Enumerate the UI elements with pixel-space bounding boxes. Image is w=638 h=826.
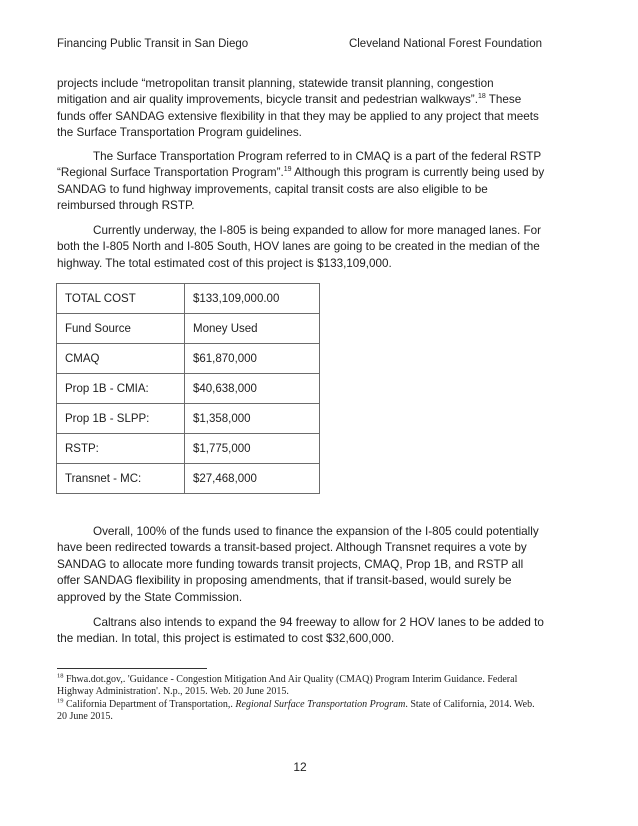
paragraph-caltrans xyxy=(57,615,545,648)
paragraph-i805 xyxy=(57,223,545,272)
footnote-text: California Department of Transportation,. xyxy=(63,698,236,710)
table-row xyxy=(57,374,320,404)
paragraph-text: These funds offer SANDAG extensive flexibility in that they may be applied to any project that meets the Surface Transportation Program guidelines. xyxy=(57,93,539,140)
footnote-ref-18[interactable]: 18 xyxy=(477,93,486,101)
table-row xyxy=(57,314,320,344)
table-cell-amount: Money Used xyxy=(185,314,320,344)
paragraph-text: Although this program is currently being used by SANDAG to fund highway improvements, capital transit costs are also eligible to be reimbursed through RSTP. xyxy=(57,166,545,213)
paragraph-funding-uses xyxy=(57,76,545,142)
header-title: Financing Public Transit in San Diego xyxy=(57,38,249,50)
funding-table xyxy=(56,283,320,494)
page-number: 12 xyxy=(293,760,307,774)
footnote-number: 18 xyxy=(57,672,64,680)
table-cell-label: Transnet - MC: xyxy=(57,464,185,494)
table-cell-amount: $133,109,000.00 xyxy=(185,284,320,314)
footnote-text: . State of California, 2014. Web. 20 June 2015. xyxy=(57,698,535,722)
footnote-text: Fhwa.dot.gov,. 'Guidance - Congestion Mitigation And Air Quality (CMAQ) Program Interim Guidance. Federal Highway Administration'. N.p., 2015. Web. 20 June 2015. xyxy=(57,674,518,698)
footnotes xyxy=(57,674,547,723)
paragraph-text: The Surface Transportation Program referred to in CMAQ is a part of the federal RSTP “Regional Surface Transportation Program”. xyxy=(57,150,542,180)
table-row xyxy=(57,434,320,464)
table-cell-amount: $40,638,000 xyxy=(185,374,320,404)
table-cell-label: TOTAL COST xyxy=(57,284,185,314)
table-cell-amount: $1,775,000 xyxy=(185,434,320,464)
table-row xyxy=(57,404,320,434)
table-row xyxy=(57,344,320,374)
paragraph-text: Overall, 100% of the funds used to finance the expansion of the I-805 could potentially have been redirected towards a transit-based project. Although Transnet requires a vote by SANDAG to allocate more funding towards transit projects, CMAQ, Prop 1B, and RSTP all offer SANDAG flexibility in proposing amendments, that if transit-based, would surely be approved by the State Commission. xyxy=(57,525,539,604)
footnote-18 xyxy=(57,674,547,699)
table-cell-label: CMAQ xyxy=(57,344,185,374)
footnote-19 xyxy=(57,699,547,724)
paragraph-rstp xyxy=(57,149,545,215)
table-cell-label: Prop 1B - SLPP: xyxy=(57,404,185,434)
table-cell-amount: $1,358,000 xyxy=(185,404,320,434)
footnote-source-title: Regional Surface Transportation Program xyxy=(235,698,406,710)
table-row xyxy=(57,284,320,314)
paragraph-text: Currently underway, the I-805 is being expanded to allow for more managed lanes. For both the I-805 North and I-805 South, HOV lanes are going to be created in the median of the highway. The total estimated cost of this project is $133,109,000. xyxy=(57,224,542,270)
table-cell-label: Fund Source xyxy=(57,314,185,344)
footnote-number: 19 xyxy=(57,697,64,705)
header-organization: Cleveland National Forest Foundation xyxy=(348,38,542,50)
table-cell-amount: $61,870,000 xyxy=(185,344,320,374)
footnote-divider xyxy=(57,668,207,669)
paragraph-overall xyxy=(57,524,545,606)
paragraph-text: projects include “metropolitan transit planning, statewide transit planning, congestion mitigation and air quality improvements, bicycle transit and pedestrian walkways”. xyxy=(57,77,494,107)
table-cell-label: RSTP: xyxy=(57,434,185,464)
footnote-ref-19[interactable]: 19 xyxy=(283,166,292,174)
table-row xyxy=(57,464,320,494)
table-cell-label: Prop 1B - CMIA: xyxy=(57,374,185,404)
paragraph-text: Caltrans also intends to expand the 94 freeway to allow for 2 HOV lanes to be added to the median. In total, this project is estimated to cost $32,600,000. xyxy=(57,616,544,646)
table-cell-amount: $27,468,000 xyxy=(185,464,320,494)
